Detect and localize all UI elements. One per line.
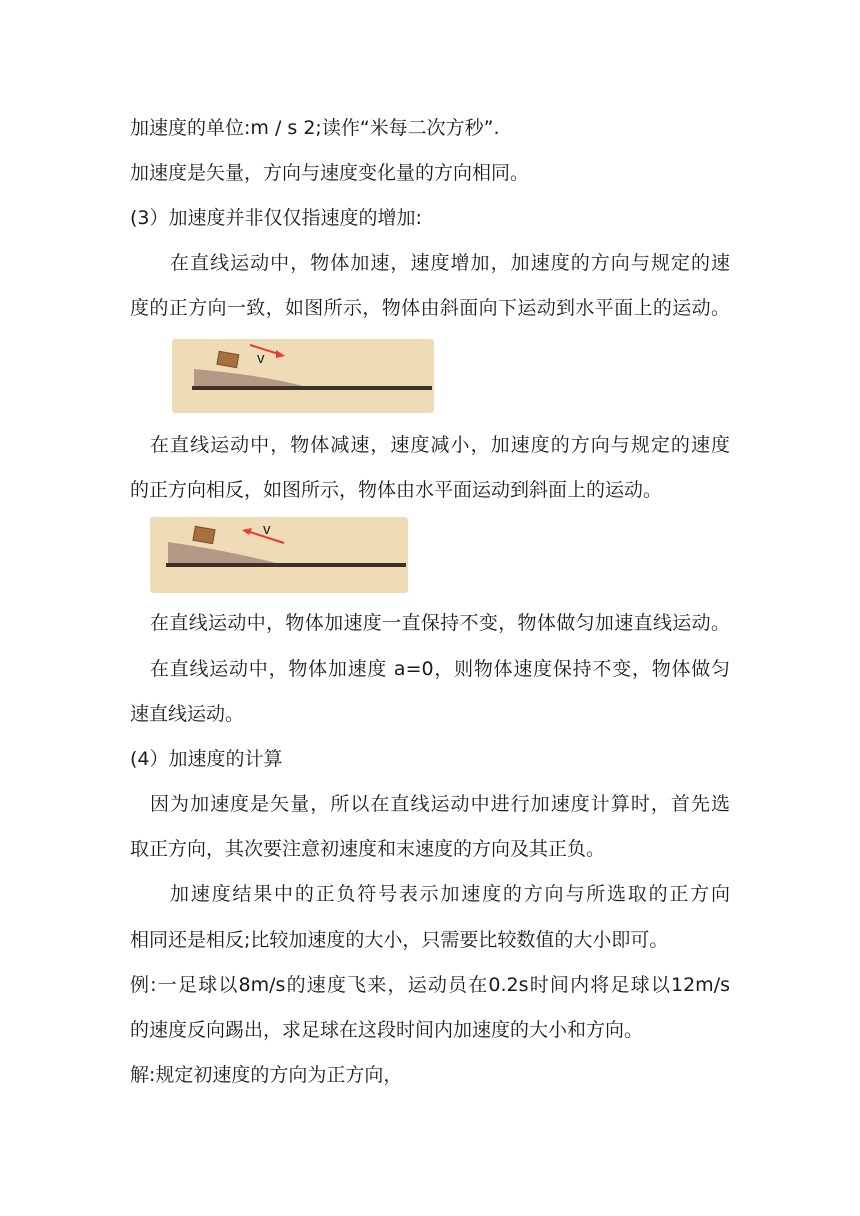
text-line: 例:一足球以8m/s的速度飞来，运动员在0.2s时间内将足球以12m/s [130,974,730,996]
text-line: 速直线运动。 [130,703,245,725]
text-line: (4）加速度的计算 [130,748,283,770]
text-line: 在直线运动中，物体加速度一直保持不变，物体做匀加速直线运动。 [150,612,730,634]
text-line: 加速度结果中的正负符号表示加速度的方向与所选取的正方向 [170,883,730,905]
text-line: 在直线运动中，物体加速，速度增加，加速度的方向与规定的速 [170,252,730,274]
text-line: (3）加速度并非仅仅指速度的增加: [130,207,422,229]
block [217,351,239,367]
block [193,526,215,543]
text-line: 取正方向，其次要注意初速度和末速度的方向及其正负。 [130,838,606,860]
downhill-figure [172,339,434,413]
velocity-label: v [263,521,271,538]
ground [192,386,432,390]
text-line: 度的正方向一致，如图所示，物体由斜面向下运动到水平面上的运动。 [130,297,730,319]
text-line: 在直线运动中，物体减速，速度减小，加速度的方向与规定的速度 [150,434,730,456]
text-line: 的速度反向踢出，求足球在这段时间内加速度的大小和方向。 [130,1019,644,1041]
text-line: 加速度的单位:m / s 2;读作“米每二次方秒”. [130,117,500,139]
text-line: 加速度是矢量，方向与速度变化量的方向相同。 [130,162,530,184]
text-line: 的正方向相反，如图所示，物体由水平面运动到斜面上的运动。 [130,479,663,501]
uphill-figure [150,517,408,593]
velocity-label: v [257,350,265,367]
text-line: 在直线运动中，物体加速度 a=0，则物体速度保持不变，物体做匀 [150,658,730,680]
ground [166,563,406,567]
text-line: 因为加速度是矢量，所以在直线运动中进行加速度计算时，首先选 [150,793,730,815]
text-line: 解:规定初速度的方向为正方向， [130,1064,403,1086]
text-line: 相同还是相反;比较加速度的大小，只需要比较数值的大小即可。 [130,929,669,951]
